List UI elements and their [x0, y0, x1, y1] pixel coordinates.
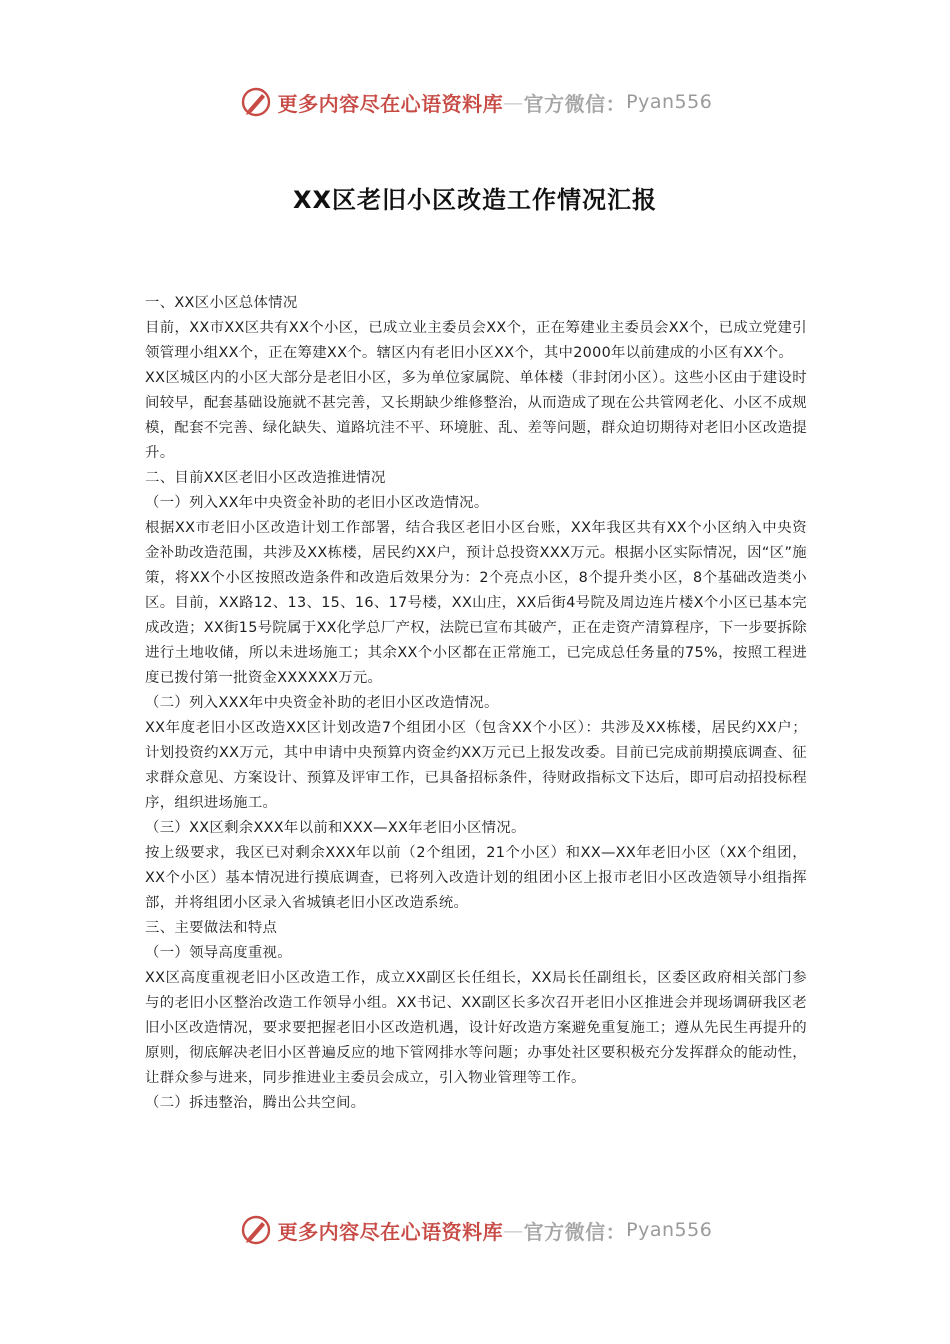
- subsection-heading: （三）XX区剩余XXX年以前和XXX—XX年老旧小区情况。: [145, 820, 526, 836]
- section-heading-2: 二、目前XX区老旧小区改造推进情况: [145, 470, 386, 486]
- watermark-footer: [0, 1210, 950, 1250]
- subsection-heading: （一）列入XX年中央资金补助的老旧小区改造情况。: [145, 495, 489, 511]
- watermark-dash: —: [503, 1218, 524, 1242]
- subsection-heading: （一）领导高度重视。: [145, 945, 292, 961]
- pen-logo-icon: [238, 1212, 274, 1248]
- body-paragraph: 目前，XX市XX区共有XX个小区，已成立业主委员会XX个，正在筹建业主委员会XX个，已成立党建引领管理小组XX个，正在筹建XX个。辖区内有老旧小区XX个，其中2000年以前建成的小区有XX个。: [145, 320, 807, 361]
- watermark-wechat-id: Pyan556: [626, 91, 713, 113]
- body-paragraph: XX区城区内的小区大部分是老旧小区，多为单位家属院、单体楼（非封闭小区）。这些小区由于建设时间较早，配套基础设施就不甚完善，又长期缺少维修整治，从而造成了现在公共管网老化、小区不成规模，配套不完善、绿化缺失、道路坑洼不平、环境脏、乱、差等问题，群众迫切期待对老旧小区改造提升。: [145, 370, 807, 461]
- watermark-main-text: 更多内容尽在心语资料库: [277, 1219, 504, 1244]
- body-paragraph: XX区高度重视老旧小区改造工作，成立XX副区长任组长，XX局长任副组长，区委区政府相关部门参与的老旧小区整治改造工作领导小组。XX书记、XX副区长多次召开老旧小区推进会并现场调研我区老旧小区改造情况，要求要把握老旧小区改造机遇，设计好改造方案避免重复施工；遵从先民生再提升的原则，彻底解决老旧小区普遍反应的地下管网排水等问题；办事处社区要积极充分发挥群众的能动性，让群众参与进来，同步推进业主委员会成立，引入物业管理等工作。: [145, 970, 807, 1086]
- section-heading-3: 三、主要做法和特点: [145, 920, 278, 936]
- subsection-heading: （二）拆违整治，腾出公共空间。: [145, 1095, 366, 1111]
- pen-logo-icon: [238, 84, 274, 120]
- section-heading-1: 一、XX区小区总体情况: [145, 295, 298, 311]
- body-paragraph: 根据XX市老旧小区改造计划工作部署，结合我区老旧小区台账，XX年我区共有XX个小区纳入中央资金补助改造范围，共涉及XX栋楼，居民约XX户，预计总投资XXX万元。根据小区实际情况，因“区”施策，将XX个小区按照改造条件和改造后效果分为：2个亮点小区，8个提升类小区，8个基础改造类小区。目前，XX路12、13、15、16、17号楼，XX山庄，XX后街4号院及周边连片楼X个小区已基本完成改造；XX街15号院属于XX化学总厂产权，法院已宣布其破产，正在走资产清算程序，下一步要拆除进行土地收储，所以未进场施工；其余XX个小区都在正常施工，已完成总任务量的75%，按照工程进度已拨付第一批资金XXXXXX万元。: [145, 520, 807, 686]
- watermark-wechat-id: Pyan556: [626, 1219, 713, 1241]
- watermark-sub-text: 官方微信：: [523, 91, 627, 116]
- watermark-sub-text: 官方微信：: [523, 1219, 627, 1244]
- document-body: [145, 291, 807, 1116]
- body-paragraph: XX年度老旧小区改造XX区计划改造7个组团小区（包含XX个小区）：共涉及XX栋楼，居民约XX户；计划投资约XX万元，其中申请中央预算内资金约XX万元已上报发改委。目前已完成前期摸底调查、征求群众意见、方案设计、预算及评审工作，已具备招标条件，待财政指标文下达后，即可启动招投标程序，组织进场施工。: [145, 720, 807, 811]
- watermark-dash: —: [503, 90, 524, 114]
- document-title: XX区老旧小区改造工作情况汇报: [292, 186, 657, 214]
- watermark-header: [0, 82, 950, 122]
- subsection-heading: （二）列入XXX年中央资金补助的老旧小区改造情况。: [145, 695, 499, 711]
- watermark-main-text: 更多内容尽在心语资料库: [277, 91, 504, 116]
- body-paragraph: 按上级要求，我区已对剩余XXX年以前（2个组团，21个小区）和XX—XX年老旧小区（XX个组团，XX个小区）基本情况进行摸底调查，已将列入改造计划的组团小区上报市老旧小区改造领导小组指挥部，并将组团小区录入省城镇老旧小区改造系统。: [145, 845, 807, 911]
